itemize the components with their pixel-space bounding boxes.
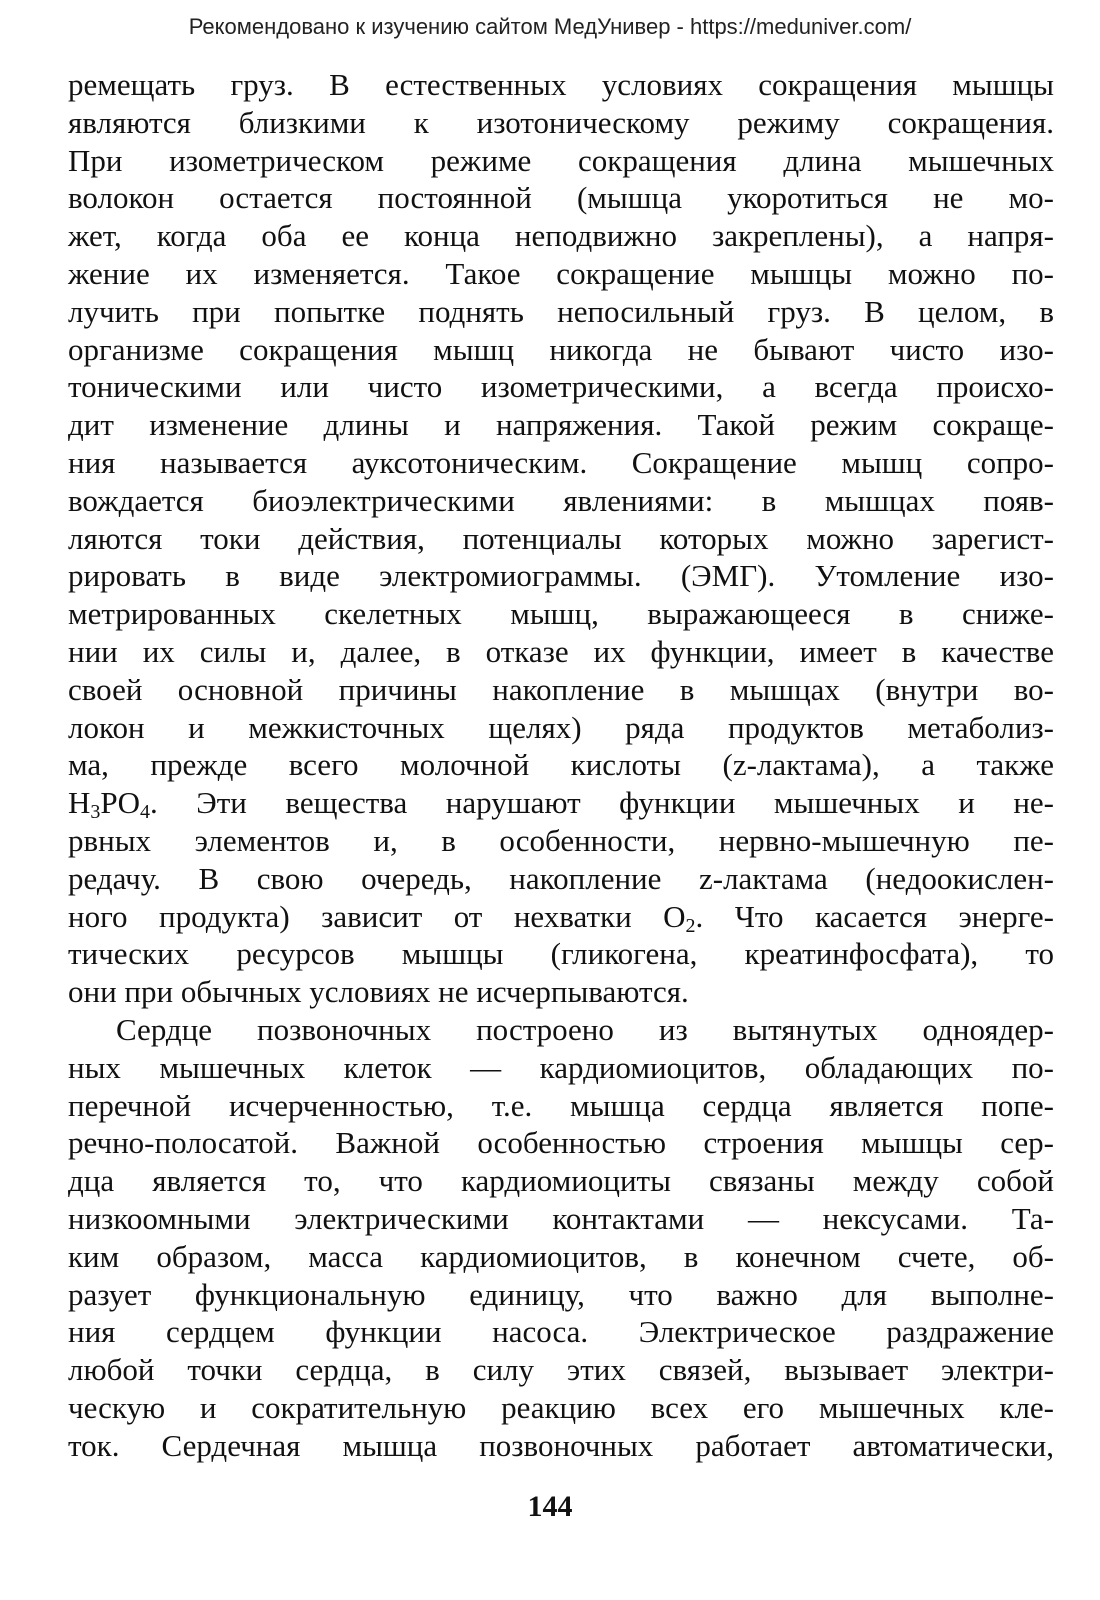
- text-line: своей основной причины накопление в мышцах (внутри во-: [68, 671, 1054, 707]
- oxygen-after: . Что касается энерге-: [695, 898, 1054, 934]
- text-line: являются близкими к изотоническому режиму сокращения.: [68, 104, 1054, 140]
- oxygen-subscript: 2: [685, 914, 696, 937]
- text-line: они при обычных условиях не исчерпываются.: [68, 974, 689, 1010]
- text-line: локон и межкисточных щелях) ряда продуктов метаболиз-: [68, 709, 1054, 745]
- text-line: ных мышечных клеток — кардиомиоцитов, обладающих по-: [68, 1049, 1054, 1085]
- formula-h: H: [68, 785, 91, 821]
- text-line: ческую и сократительную реакцию всех его мышечных кле-: [68, 1389, 1054, 1425]
- text-line: дца является то, что кардиомиоциты связаны между собой: [68, 1163, 1054, 1199]
- formula-line: [68, 784, 1054, 822]
- text-line: жет, когда оба ее конца неподвижно закреплены), а напря-: [68, 218, 1054, 254]
- oxygen-line: [68, 898, 1054, 936]
- text-line: низкоомными электрическими контактами — нексусами. Та-: [68, 1200, 1054, 1236]
- text-line: При изометрическом режиме сокращения длина мышечных: [68, 142, 1054, 178]
- text-line: ма, прежде всего молочной кислоты (z-лактама), а также: [68, 747, 1054, 783]
- text-line: рвных элементов и, в особенности, нервно-мышечную пе-: [68, 822, 1054, 858]
- text-line: вождается биоэлектрическими явлениями: в мышцах появ-: [68, 482, 1054, 518]
- text-line: Сердце позвоночных построено из вытянутых одноядер-: [116, 1011, 1054, 1047]
- text-line: ляются токи действия, потенциалы которых можно зарегист-: [68, 520, 1054, 556]
- text-line: организме сокращения мышц никогда не бывают чисто изо-: [68, 331, 1054, 367]
- text-line: ремещать груз. В естественных условиях сокращения мышцы: [68, 67, 1054, 102]
- oxygen-before: ного продукта) зависит от нехватки O: [68, 898, 686, 934]
- formula-rest: . Эти вещества нарушают функции мышечных и не-: [150, 785, 1054, 821]
- page-body: [68, 66, 1054, 1464]
- site-header: Рекомендовано к изучению сайтом МедУнивер - https://meduniver.com/: [188, 14, 912, 39]
- text-line: ния сердцем функции насоса. Электрическое раздражение: [68, 1314, 1054, 1350]
- text-line: перечной исчерченностью, т.е. мышца сердца является попе-: [68, 1087, 1054, 1123]
- text-line: редачу. В свою очередь, накопление z-лактама (недоокислен-: [68, 860, 1054, 896]
- paragraph-2: [68, 1011, 1054, 1465]
- page-number: 144: [527, 1490, 573, 1523]
- text-line: метрированных скелетных мышц, выражающееся в сниже-: [68, 596, 1054, 632]
- text-line: тоническими или чисто изометрическими, а всегда происхо-: [68, 369, 1054, 405]
- paragraph-1: [68, 66, 1054, 1011]
- text-line: волокон остается постоянной (мышца укоротиться не мо-: [68, 180, 1054, 216]
- text-line: ток. Сердечная мышца позвоночных работает автоматически,: [68, 1427, 1054, 1463]
- text-line: речно-полосатой. Важной особенностью строения мышцы сер-: [68, 1125, 1054, 1161]
- text-line: разует функциональную единицу, что важно для выполне-: [68, 1276, 1054, 1312]
- formula-po: PO: [100, 785, 141, 821]
- text-line: нии их силы и, далее, в отказе их функции, имеет в качестве: [68, 633, 1054, 669]
- text-line: любой точки сердца, в силу этих связей, вызывает электри-: [68, 1352, 1054, 1388]
- text-line: рировать в виде электромиограммы. (ЭМГ). Утомление изо-: [68, 558, 1054, 594]
- text-line: ния называется ауксотоническим. Сокращение мышц сопро-: [68, 444, 1054, 480]
- formula-subscript: 3: [90, 801, 101, 824]
- text-line: дит изменение длины и напряжения. Такой режим сокраще-: [68, 407, 1054, 443]
- text-line: ким образом, масса кардиомиоцитов, в конечном счете, об-: [68, 1238, 1054, 1274]
- text-line: тических ресурсов мышцы (гликогена, креатинфосфата), то: [68, 936, 1054, 972]
- formula-subscript: 4: [140, 801, 151, 824]
- text-line: лучить при попытке поднять непосильный груз. В целом, в: [68, 293, 1054, 329]
- text-line: жение их изменяется. Такое сокращение мышцы можно по-: [68, 255, 1054, 291]
